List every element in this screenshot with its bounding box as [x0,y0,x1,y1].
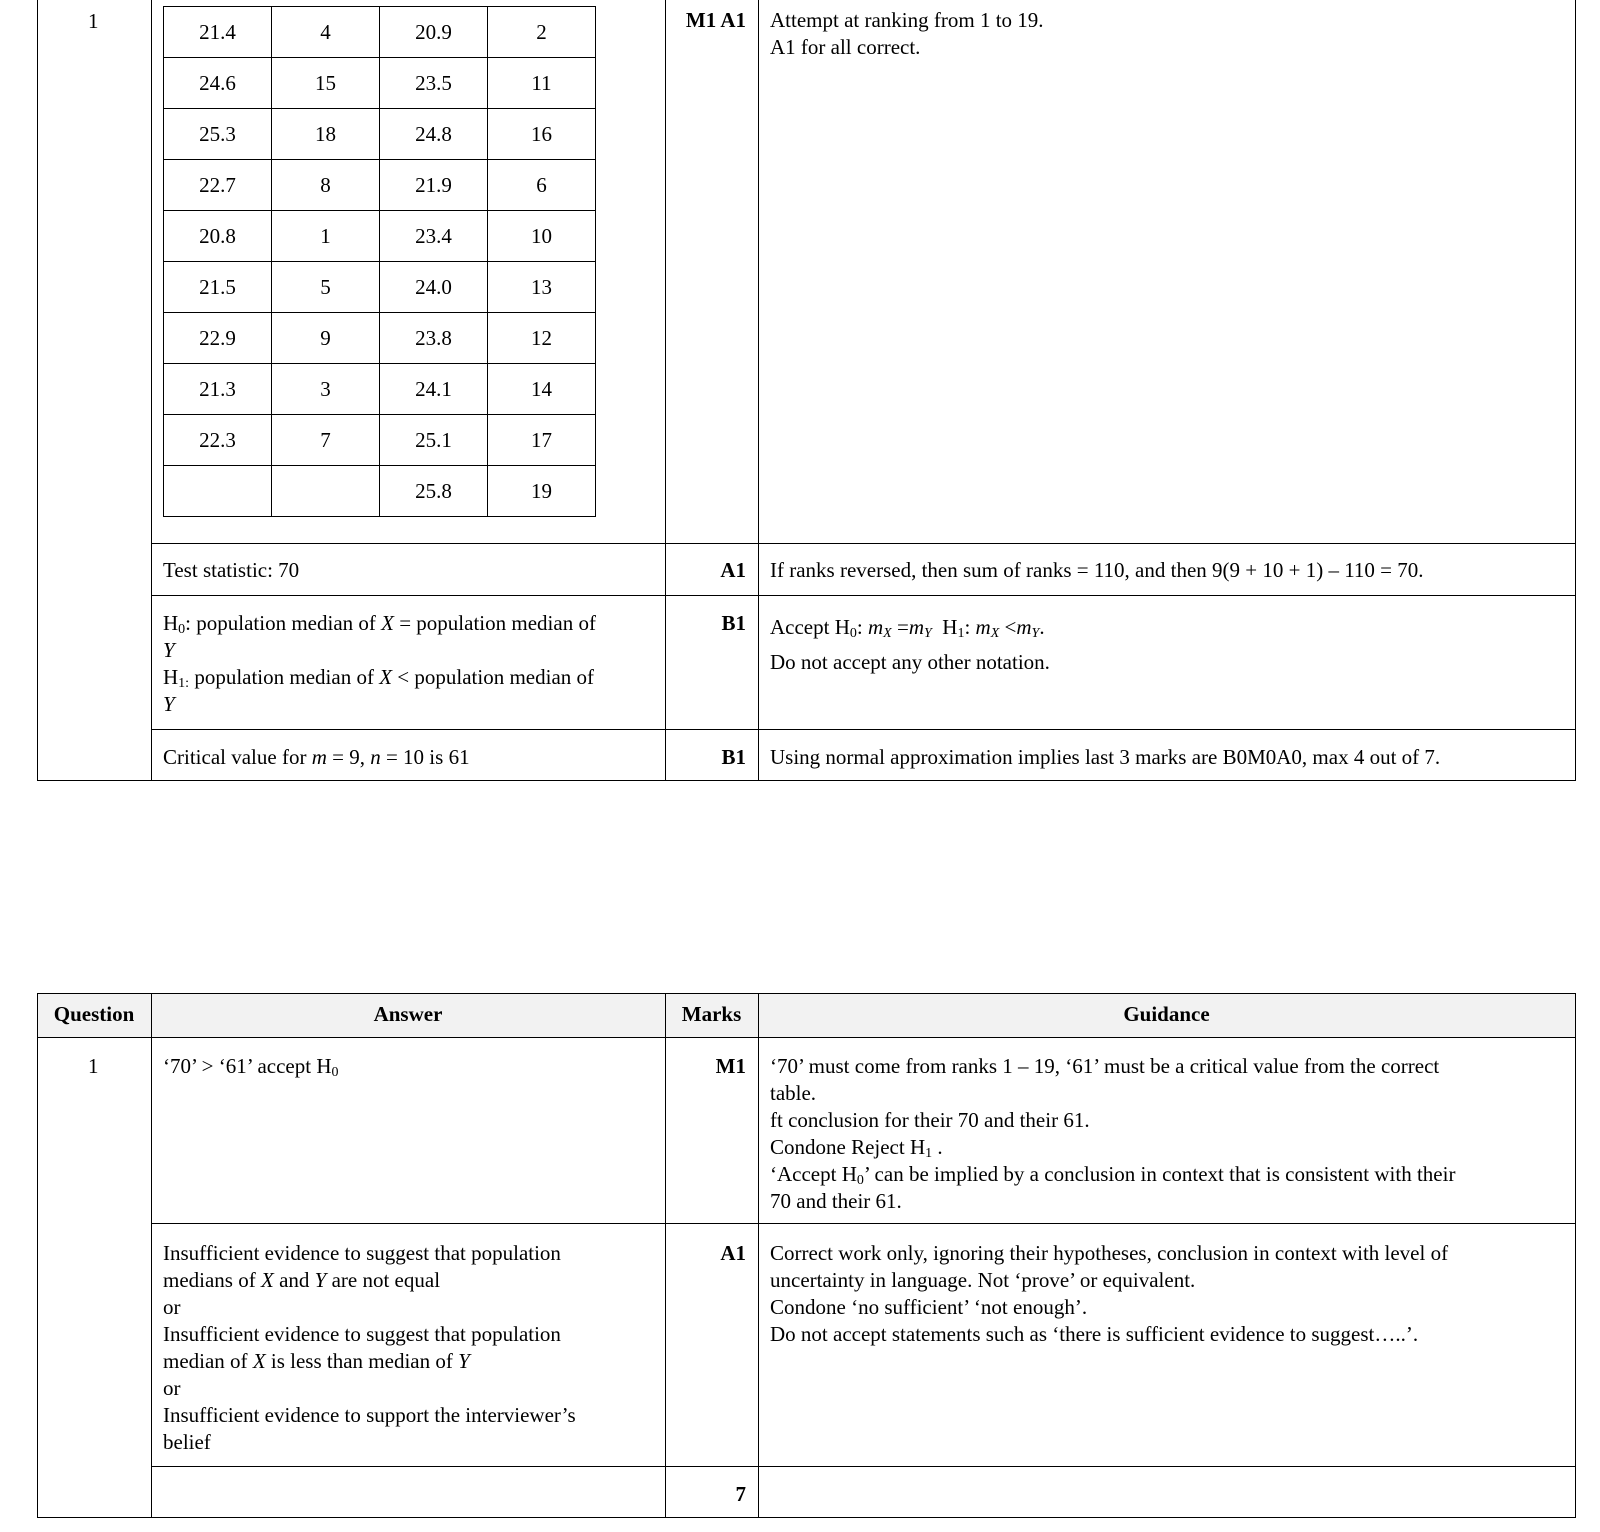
rank-table-cell: 25.1 [380,415,488,466]
table-border [665,993,666,1518]
guidance-line: ‘Accept $H_0$’ can be implied by a conclusion in context that is consistent with their [770,1162,1456,1188]
guidance-line: Do not accept any other notation. [770,650,1050,674]
table-border [665,0,666,780]
answer-line: belief [163,1430,211,1454]
variable-y: Y [163,692,175,716]
rank-table-cell: 23.8 [380,313,488,364]
answer-h0: $H_0$: population median of X = population median of [163,611,596,637]
rank-table-cell: 10 [488,211,596,262]
marks-cell: B1 [721,611,746,635]
row-divider [151,729,1576,730]
answer-test-statistic: Test statistic: 70 [163,558,300,582]
variable-y: Y [163,638,175,662]
rank-table [163,6,596,517]
rank-table-cell: 18 [272,109,380,160]
marks-cell: B1 [721,745,746,769]
guidance-line: 70 and their 61. [770,1189,902,1213]
header-marks: Marks [681,1002,742,1026]
rank-table-cell: 22.3 [164,415,272,466]
guidance-line: Condone Reject $H_1$ . [770,1135,943,1161]
rank-table-cell: 17 [488,415,596,466]
answer-line: Insufficient evidence to suggest that population [163,1322,561,1346]
marks-cell: M1 A1 [685,8,746,32]
answer-critical-value: Critical value for m = 9, n = 10 is 61 [163,745,470,769]
guidance-line: Do not accept statements such as ‘there is sufficient evidence to suggest…..’. [770,1322,1419,1346]
rank-table-cell [164,466,272,517]
rank-table-cell: 24.6 [164,58,272,109]
table-border [37,1037,1576,1038]
marks-cell: A1 [720,1241,746,1265]
table-border [1575,993,1576,1518]
row-divider [37,780,1576,781]
rank-table-cell: 5 [272,262,380,313]
rank-table-cell: 6 [488,160,596,211]
rank-table-cell: 19 [488,466,596,517]
rank-table-cell: 2 [488,7,596,58]
rank-table-cell: 20.8 [164,211,272,262]
rank-table-cell: 25.8 [380,466,488,517]
rank-table-cell: 13 [488,262,596,313]
table-border [758,993,759,1518]
table-border [151,0,152,780]
rank-table-row [164,211,596,262]
header-question: Question [53,1002,135,1026]
answer-or: or [163,1376,181,1400]
rank-table-cell: 16 [488,109,596,160]
answer-h1: $H_{1:}$ population median of X < population median of [163,665,595,691]
rank-table-cell: 21.4 [164,7,272,58]
rank-table-cell: 14 [488,364,596,415]
guidance-line: Correct work only, ignoring their hypotheses, conclusion in context with level of [770,1241,1449,1265]
table-border [151,993,152,1518]
rank-table-cell: 25.3 [164,109,272,160]
table-border [37,1517,1576,1518]
guidance-line: Using normal approximation implies last 3 marks are B0M0A0, max 4 out of 7. [770,745,1441,769]
question-number: 1 [88,9,99,33]
guidance-line: Attempt at ranking from 1 to 19. [770,8,1044,32]
rank-table-cell: 8 [272,160,380,211]
rank-table-cell: 22.9 [164,313,272,364]
rank-table-cell: 11 [488,58,596,109]
rank-table-row [164,160,596,211]
question-number: 1 [88,1054,99,1078]
guidance-line: table. [770,1081,817,1105]
rank-table-cell: 23.4 [380,211,488,262]
rank-table-cell: 20.9 [380,7,488,58]
rank-table-cell: 9 [272,313,380,364]
rank-table-cell: 12 [488,313,596,364]
guidance-hypotheses-notation: Accept $H_0$: $m_X =m_Y$ $H_1$: $m_X <m_Y$. [770,615,1045,641]
rank-table-cell: 1 [272,211,380,262]
answer-comparison: ‘70’ > ‘61’ accept $H_0$ [163,1054,339,1080]
marks-cell: M1 [715,1054,746,1078]
total-marks: 7 [735,1482,746,1506]
header-answer: Answer [373,1002,443,1026]
header-guidance: Guidance [1123,1002,1210,1026]
table-border [37,993,38,1518]
rank-table-row [164,7,596,58]
guidance-line: ‘70’ must come from ranks 1 – 19, ‘61’ must be a critical value from the correct [770,1054,1440,1078]
answer-line: median of X is less than median of Y [163,1349,470,1373]
rank-table-cell: 21.9 [380,160,488,211]
rank-table-cell: 24.0 [380,262,488,313]
answer-or: or [163,1295,181,1319]
rank-table-row [164,313,596,364]
rank-table-cell: 7 [272,415,380,466]
answer-line: medians of X and Y are not equal [163,1268,441,1292]
guidance-line: ft conclusion for their 70 and their 61. [770,1108,1090,1132]
answer-line: Insufficient evidence to support the interviewer’s [163,1403,576,1427]
table-border [1575,0,1576,780]
rank-table-row [164,58,596,109]
row-divider [151,1223,1576,1224]
rank-table-row [164,364,596,415]
guidance-line: If ranks reversed, then sum of ranks = 110, and then 9(9 + 10 + 1) – 110 = 70. [770,558,1424,582]
guidance-line: Condone ‘no sufficient’ ‘not enough’. [770,1295,1088,1319]
rank-table-cell: 21.5 [164,262,272,313]
rank-table-row [164,415,596,466]
rank-table-cell: 3 [272,364,380,415]
table-border [37,0,38,780]
rank-table-cell: 24.8 [380,109,488,160]
row-divider [151,1466,1576,1467]
rank-table-cell: 15 [272,58,380,109]
rank-table-cell: 24.1 [380,364,488,415]
rank-table-row [164,109,596,160]
guidance-line: uncertainty in language. Not ‘prove’ or equivalent. [770,1268,1196,1292]
rank-table-row [164,466,596,517]
rank-table-row [164,262,596,313]
table-border [37,993,1576,994]
rank-table-cell: 23.5 [380,58,488,109]
table-border [758,0,759,780]
rank-table-cell: 21.3 [164,364,272,415]
guidance-line: A1 for all correct. [770,35,921,59]
row-divider [151,543,1576,544]
rank-table-cell: 22.7 [164,160,272,211]
rank-table-cell [272,466,380,517]
row-divider [151,595,1576,596]
rank-table-cell: 4 [272,7,380,58]
answer-line: Insufficient evidence to suggest that population [163,1241,561,1265]
marks-cell: A1 [720,558,746,582]
